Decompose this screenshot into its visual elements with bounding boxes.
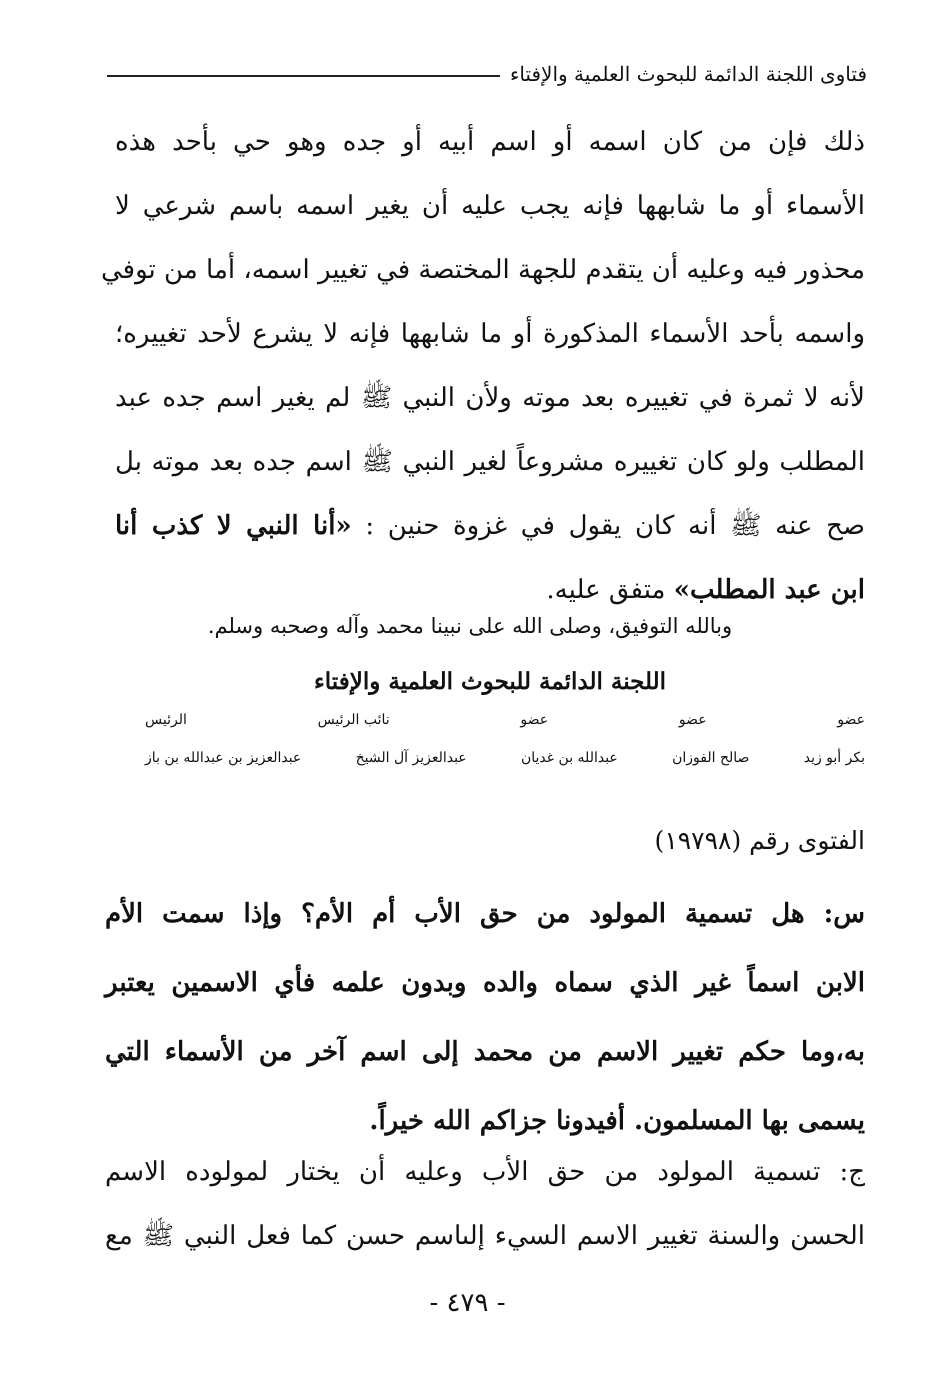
- hadith-quote-start: «أنا النبي لا كذب أنا: [115, 511, 352, 541]
- page-number: - ٤٧٩ -: [429, 1288, 506, 1318]
- signatory-roles: [145, 712, 865, 728]
- running-title: فتاوى اللجنة الدائمة للبحوث العلمية والإفتاء: [509, 62, 867, 86]
- closing-formula: وبالله التوفيق، وصلى الله على نبينا محمد وآله وصحبه وسلم.: [207, 614, 733, 638]
- signatory-role: نائب الرئيس: [317, 712, 390, 728]
- question-line: س: هل تسمية المولود من حق الأب أم الأم؟ وإذا سمت الأم: [105, 899, 865, 929]
- hadith-source: متفق عليه.: [546, 575, 674, 605]
- signatory-role: عضو: [837, 712, 865, 728]
- body-line: الأسماء أو ما شابهها فإنه يجب عليه أن يغير اسمه باسم شرعي لا: [115, 191, 865, 221]
- signatory-name: صالح الفوزان: [672, 750, 750, 766]
- signatory-name: عبدالعزيز آل الشيخ: [355, 750, 467, 766]
- body-line-hadith-end: [115, 558, 865, 622]
- committee-title: اللجنة الدائمة للبحوث العلمية والإفتاء: [313, 668, 667, 695]
- signatory-role: عضو: [678, 712, 707, 728]
- running-header: [107, 62, 867, 86]
- body-paragraph: [101, 110, 865, 622]
- answer-paragraph: [105, 1140, 865, 1268]
- body-line: واسمه بأحد الأسماء المذكورة أو ما شابهها فإنه لا يشرع لأحد تغييره؛: [115, 319, 865, 349]
- hadith-intro: صح عنه ﷺ أنه كان يقول في غزوة حنين :: [365, 511, 865, 541]
- question-line: الابن اسماً غير الذي سماه والده وبدون علمه فأي الاسمين يعتبر: [105, 968, 865, 998]
- question-line: يسمى بها المسلمون. أفيدونا جزاكم الله خيراً.: [369, 1106, 865, 1136]
- signatory-name: بكر أبو زيد: [803, 750, 865, 766]
- question-line: به،وما حكم تغيير الاسم من محمد إلى اسم آخر من الأسماء التي: [105, 1037, 865, 1067]
- fatwa-number: الفتوى رقم (١٩٧٩٨): [654, 826, 865, 855]
- body-line-hadith-start: [115, 494, 865, 558]
- answer-line: الحسن والسنة تغيير الاسم السيء إلىاسم حسن كما فعل النبي ﷺ مع: [105, 1221, 865, 1251]
- hadith-quote-end: ابن عبد المطلب»: [673, 575, 865, 605]
- signatory-role: عضو: [520, 712, 549, 728]
- signatory-name: عبدالله بن غديان: [520, 750, 618, 766]
- signatory-name: عبدالعزيز بن عبدالله بن باز: [145, 750, 302, 766]
- signatory-role: الرئيس: [145, 712, 187, 728]
- body-line: المطلب ولو كان تغييره مشروعاً لغير النبي ﷺ اسم جده بعد موته بل: [115, 447, 865, 477]
- signatory-names: [145, 750, 865, 766]
- body-line: لأنه لا ثمرة في تغييره بعد موته ولأن النبي ﷺ لم يغير اسم جده عبد: [115, 383, 865, 413]
- header-rule: [107, 75, 500, 77]
- answer-line: ج: تسمية المولود من حق الأب وعليه أن يختار لمولوده الاسم: [105, 1157, 865, 1187]
- body-line: محذور فيه وعليه أن يتقدم للجهة المختصة في تغيير اسمه، أما من توفي: [101, 255, 865, 285]
- question-paragraph: [105, 880, 865, 1156]
- body-line: ذلك فإن من كان اسمه أو اسم أبيه أو جده وهو حي بأحد هذه: [115, 127, 865, 157]
